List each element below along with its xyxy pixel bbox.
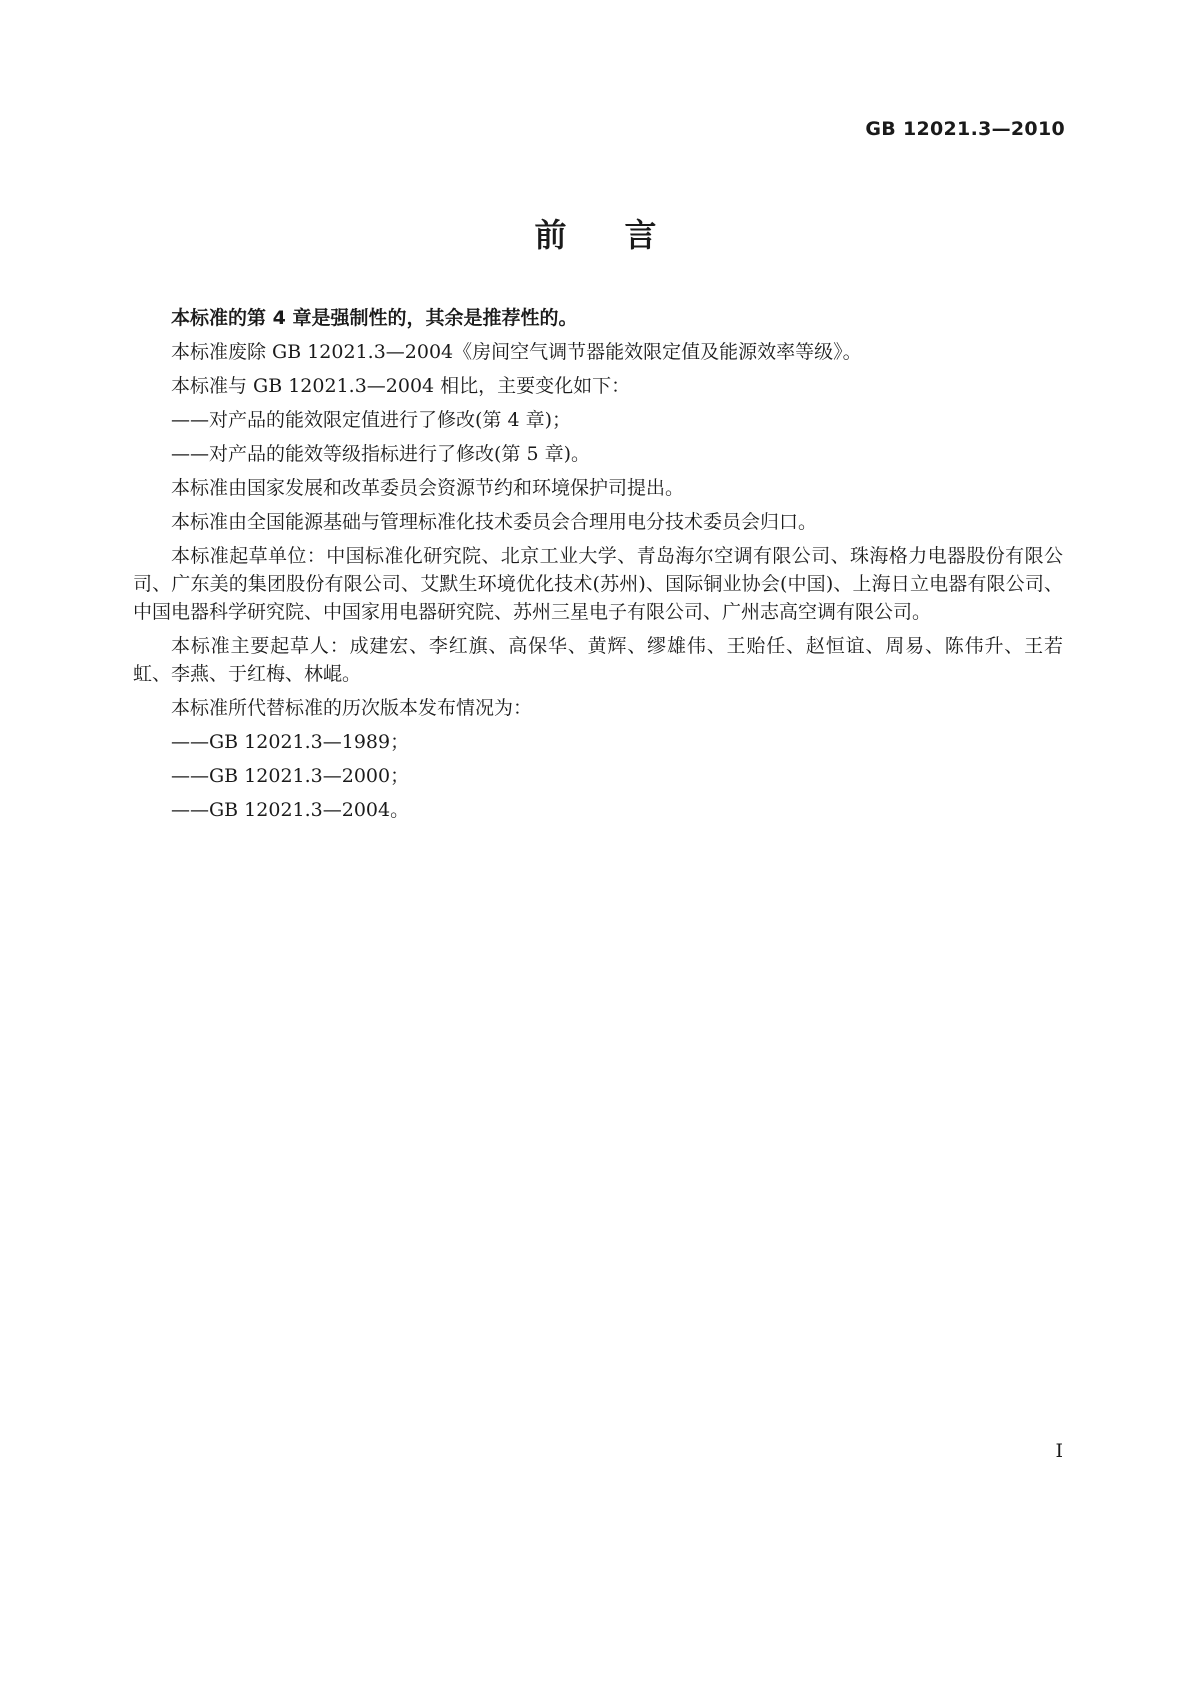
list-item-change-2: ——对产品的能效等级指标进行了修改(第 5 章)。: [171, 443, 590, 465]
list-item-history-2004: ——GB 12021.3—2004。: [171, 799, 410, 821]
paragraph-replaces: 本标准废除 GB 12021.3—2004《房间空气调节器能效限定值及能源效率等级》。: [171, 341, 862, 363]
list-item-change-1: ——对产品的能效限定值进行了修改(第 4 章)；: [171, 409, 571, 431]
paragraph-committee: 本标准由全国能源基础与管理标准化技术委员会合理用电分技术委员会归口。: [171, 511, 818, 533]
page-title: 前言: [534, 216, 715, 254]
paragraph-drafting-units: 本标准起草单位：中国标准化研究院、北京工业大学、青岛海尔空调有限公司、珠海格力电器股份有限公司、广东美的集团股份有限公司、艾默生环境优化技术(苏州)、国际铜业协会(中国)、上海日立电器有限公司、中国电器科学研究院、中国家用电器研究院、苏州三星电子有限公司、广州志高空调有限公司。: [133, 545, 1063, 623]
standard-code: GB 12021.3—2010: [865, 118, 1065, 140]
list-item-history-1989: ——GB 12021.3—1989；: [171, 731, 410, 753]
foreword-body: [133, 304, 1063, 830]
paragraph-mandatory-note: 本标准的第 4 章是强制性的，其余是推荐性的。: [171, 307, 578, 329]
list-item-history-2000: ——GB 12021.3—2000；: [171, 765, 410, 787]
paragraph-drafters: 本标准主要起草人：成建宏、李红旗、高保华、黄辉、缪雄伟、王贻任、赵恒谊、周易、陈伟升、王若虹、李燕、于红梅、林崐。: [133, 635, 1063, 685]
paragraph-changes-intro: 本标准与 GB 12021.3—2004 相比，主要变化如下：: [171, 375, 631, 397]
paragraph-history-intro: 本标准所代替标准的历次版本发布情况为：: [171, 697, 533, 719]
paragraph-proposer: 本标准由国家发展和改革委员会资源节约和环境保护司提出。: [171, 477, 685, 499]
page-number: I: [1055, 1440, 1063, 1462]
